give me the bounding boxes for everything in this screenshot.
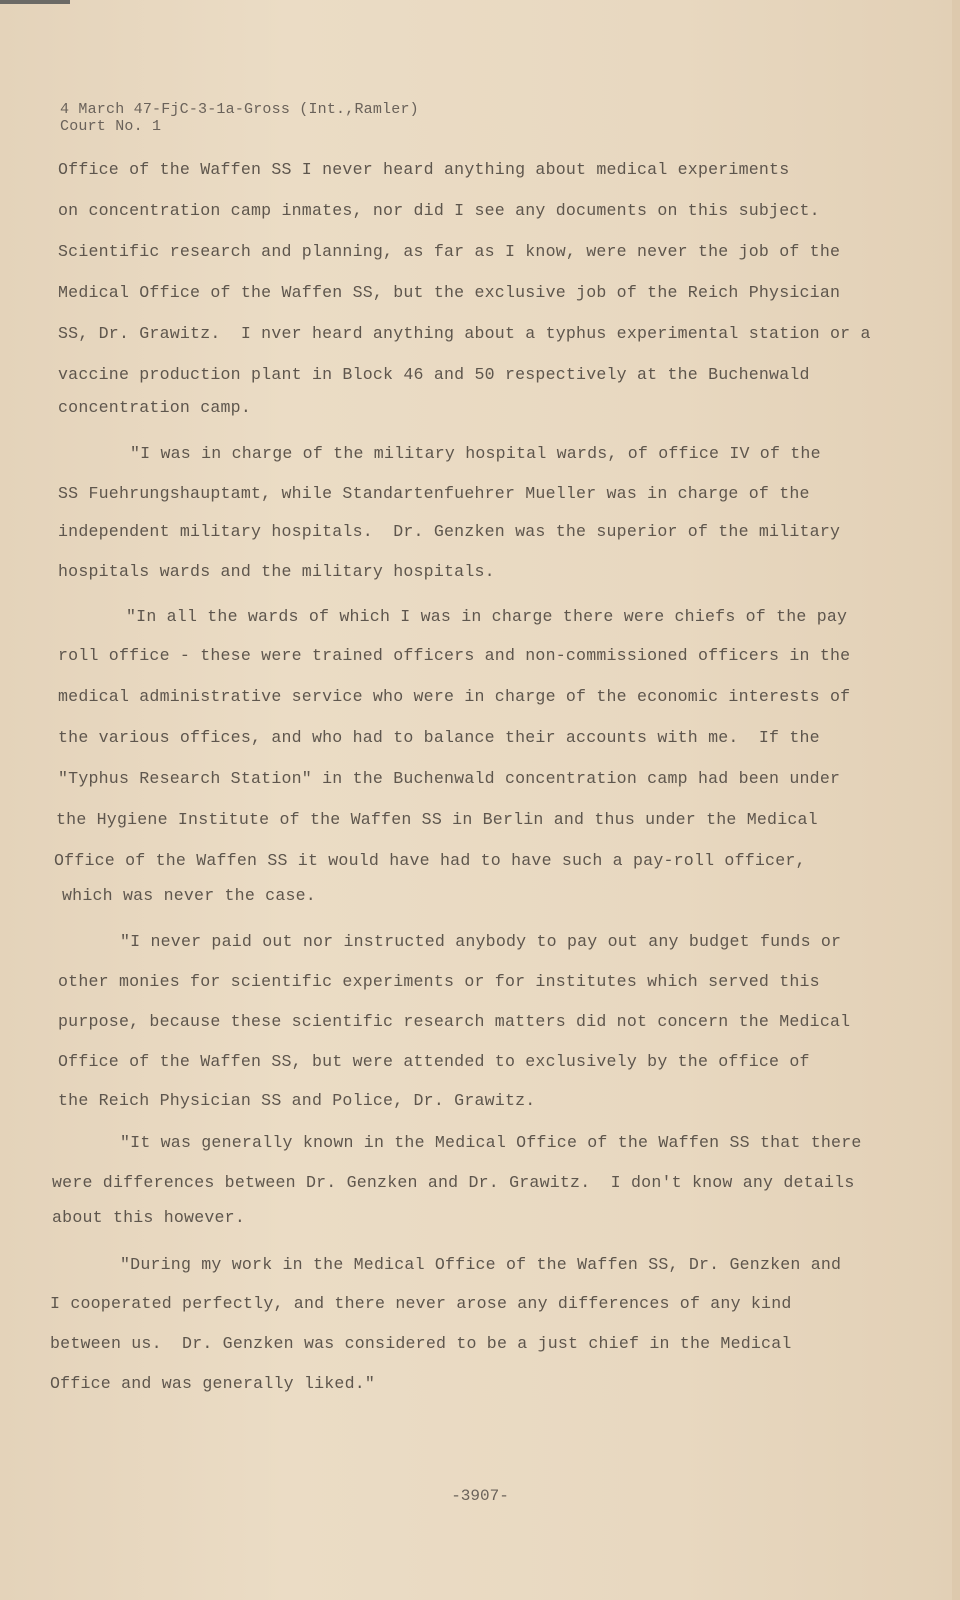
body-line: hospitals wards and the military hospitals.: [58, 562, 495, 581]
body-line: roll office - these were trained officers and non-commissioned officers in the: [58, 646, 851, 665]
body-line: "It was generally known in the Medical Office of the Waffen SS that there: [120, 1133, 862, 1152]
body-line: Scientific research and planning, as far as I know, were never the job of the: [58, 242, 841, 261]
header-reference: 4 March 47-FjC-3-1a-Gross (Int.,Ramler): [60, 101, 419, 118]
body-line: "During my work in the Medical Office of the Waffen SS, Dr. Genzken and: [120, 1255, 842, 1274]
scan-corner-mark: [0, 0, 70, 4]
body-line: on concentration camp inmates, nor did I see any documents on this subject.: [58, 201, 820, 220]
body-line: the various offices, and who had to balance their accounts with me. If the: [58, 728, 820, 747]
body-line: the Reich Physician SS and Police, Dr. Grawitz.: [58, 1091, 536, 1110]
body-line: SS, Dr. Grawitz. I nver heard anything about a typhus experimental station or a: [58, 324, 871, 343]
body-line: Office of the Waffen SS I never heard anything about medical experiments: [58, 160, 790, 179]
body-line: other monies for scientific experiments or for institutes which served this: [58, 972, 820, 991]
paper-edge: [952, 0, 960, 1600]
body-line: "I never paid out nor instructed anybody to pay out any budget funds or: [120, 932, 842, 951]
body-line: medical administrative service who were in charge of the economic interests of: [58, 687, 851, 706]
body-line: between us. Dr. Genzken was considered to be a just chief in the Medical: [50, 1334, 792, 1353]
body-line: the Hygiene Institute of the Waffen SS in Berlin and thus under the Medical: [56, 810, 818, 829]
body-line: "Typhus Research Station" in the Buchenwald concentration camp had been under: [58, 769, 841, 788]
body-line: SS Fuehrungshauptamt, while Standartenfuehrer Mueller was in charge of the: [58, 484, 810, 503]
body-line: which was never the case.: [62, 886, 316, 905]
body-line: Office of the Waffen SS it would have had to have such a pay-roll officer,: [54, 851, 806, 870]
body-line: vaccine production plant in Block 46 and 50 respectively at the Buchenwald: [58, 365, 810, 384]
body-line: purpose, because these scientific research matters did not concern the Medical: [58, 1012, 851, 1031]
body-line: Medical Office of the Waffen SS, but the exclusive job of the Reich Physician: [58, 283, 841, 302]
body-line: about this however.: [52, 1208, 245, 1227]
page-number: -3907-: [451, 1487, 509, 1505]
body-line: "I was in charge of the military hospital wards, of office IV of the: [130, 444, 821, 463]
body-line: "In all the wards of which I was in charge there were chiefs of the pay: [126, 607, 848, 626]
body-line: independent military hospitals. Dr. Genzken was the superior of the military: [58, 522, 841, 541]
body-line: I cooperated perfectly, and there never arose any differences of any kind: [50, 1294, 792, 1313]
body-line: concentration camp.: [58, 398, 251, 417]
body-line: were differences between Dr. Genzken and Dr. Grawitz. I don't know any details: [52, 1173, 855, 1192]
body-line: Office of the Waffen SS, but were attended to exclusively by the office of: [58, 1052, 810, 1071]
body-line: Office and was generally liked.": [50, 1374, 376, 1393]
header-court: Court No. 1: [60, 118, 162, 135]
